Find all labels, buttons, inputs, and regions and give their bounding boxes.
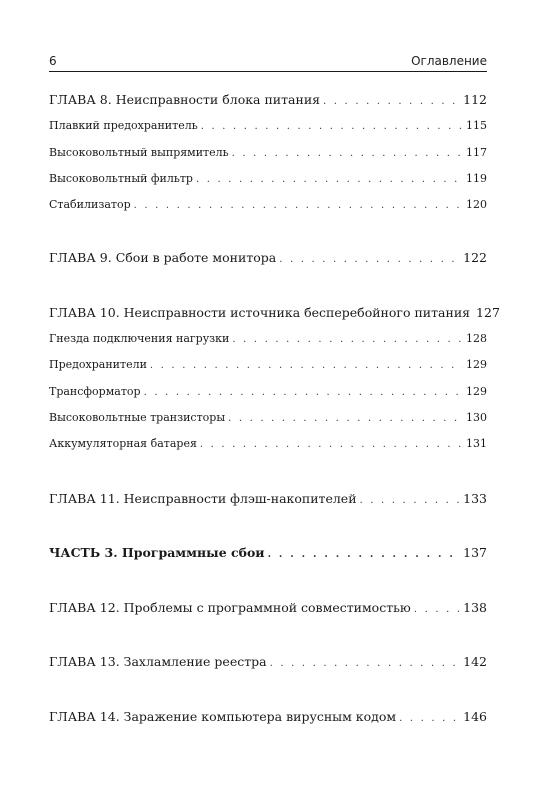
toc-entry-page: 146 xyxy=(463,709,487,724)
toc-entry-section xyxy=(49,332,487,345)
leader-dots xyxy=(228,413,463,424)
toc-entry-title: Трансформатор xyxy=(49,385,141,398)
page-number: 6 xyxy=(49,54,57,68)
toc-entry-title: ГЛАВА 11. Неисправности флэш-накопителей xyxy=(49,491,357,506)
toc-entry-page: 120 xyxy=(466,198,487,211)
toc-entry-chapter xyxy=(49,491,487,506)
leader-dots xyxy=(414,604,460,615)
toc-entry-chapter xyxy=(49,305,500,320)
running-head xyxy=(49,50,487,72)
toc-entry-section xyxy=(49,411,487,424)
toc-entry-title: ГЛАВА 9. Сбои в работе монитора xyxy=(49,250,277,265)
toc-entry-section xyxy=(49,146,487,159)
leader-dots xyxy=(270,658,461,669)
toc-entry-page: 129 xyxy=(466,385,487,398)
toc-entry-page: 115 xyxy=(466,119,487,132)
toc-entry-chapter xyxy=(49,654,487,669)
leader-dots xyxy=(201,121,463,132)
toc-entry-title: ГЛАВА 13. Захламление реестра xyxy=(49,654,267,669)
toc-entry-title: Аккумуляторная батарея xyxy=(49,437,197,450)
toc-entry-section xyxy=(49,385,487,398)
toc-entry-title: ГЛАВА 14. Заражение компьютера вирусным кодом xyxy=(49,709,397,724)
leader-dots xyxy=(268,549,461,560)
leader-dots xyxy=(200,439,463,450)
leader-dots xyxy=(323,96,460,107)
toc-entry-section xyxy=(49,119,487,132)
toc-entry-page: 138 xyxy=(463,600,487,615)
toc-entry-title: Высоковольтный выпрямитель xyxy=(49,146,229,159)
toc-entry-page: 131 xyxy=(466,437,487,450)
toc-entry-page: 122 xyxy=(463,250,487,265)
toc-entry-title: ЧАСТЬ 3. Программные сбои xyxy=(49,545,265,560)
toc-entry-page: 137 xyxy=(463,545,487,560)
toc-entry-page: 130 xyxy=(466,411,487,424)
toc-entry-title: Высоковольтный фильтр xyxy=(49,172,193,185)
toc-entry-page: 119 xyxy=(466,172,487,185)
toc-entry-title: ГЛАВА 10. Неисправности источника бесперебойного питания xyxy=(49,305,471,320)
toc-entry-section xyxy=(49,172,487,185)
toc-entry-page: 127 xyxy=(476,305,500,320)
section-title: Оглавление xyxy=(411,54,487,68)
toc-entry-page: 112 xyxy=(463,92,487,107)
toc-entry-page: 129 xyxy=(466,358,487,371)
leader-dots xyxy=(144,387,463,398)
toc-entry-title: Высоковольтные транзисторы xyxy=(49,411,226,424)
leader-dots xyxy=(150,360,463,371)
leader-dots xyxy=(232,334,463,345)
leader-dots xyxy=(232,148,463,159)
leader-dots xyxy=(196,174,463,185)
leader-dots xyxy=(134,200,463,211)
toc-entry-chapter xyxy=(49,92,487,107)
leader-dots xyxy=(279,254,460,265)
toc-entry-title: ГЛАВА 12. Проблемы с программной совместимостью xyxy=(49,600,411,615)
toc-entry-chapter xyxy=(49,709,487,724)
toc-entry-page: 133 xyxy=(463,491,487,506)
leader-dots xyxy=(399,713,460,724)
toc-entry-section xyxy=(49,437,487,450)
toc-entry-chapter xyxy=(49,250,487,265)
toc-entry-page: 117 xyxy=(466,146,487,159)
toc-entry-part xyxy=(49,545,487,560)
toc-entry-title: Предохранители xyxy=(49,358,147,371)
toc-entry-chapter xyxy=(49,600,487,615)
toc-entry-page: 142 xyxy=(463,654,487,669)
toc-entry-title: Плавкий предохранитель xyxy=(49,119,198,132)
toc-entry-section xyxy=(49,358,487,371)
toc-entry-title: ГЛАВА 8. Неисправности блока питания xyxy=(49,92,321,107)
toc-entry-page: 128 xyxy=(466,332,487,345)
leader-dots xyxy=(360,495,461,506)
toc-entry-section xyxy=(49,198,487,211)
toc-entry-title: Стабилизатор xyxy=(49,198,131,211)
toc-entry-title: Гнезда подключения нагрузки xyxy=(49,332,230,345)
